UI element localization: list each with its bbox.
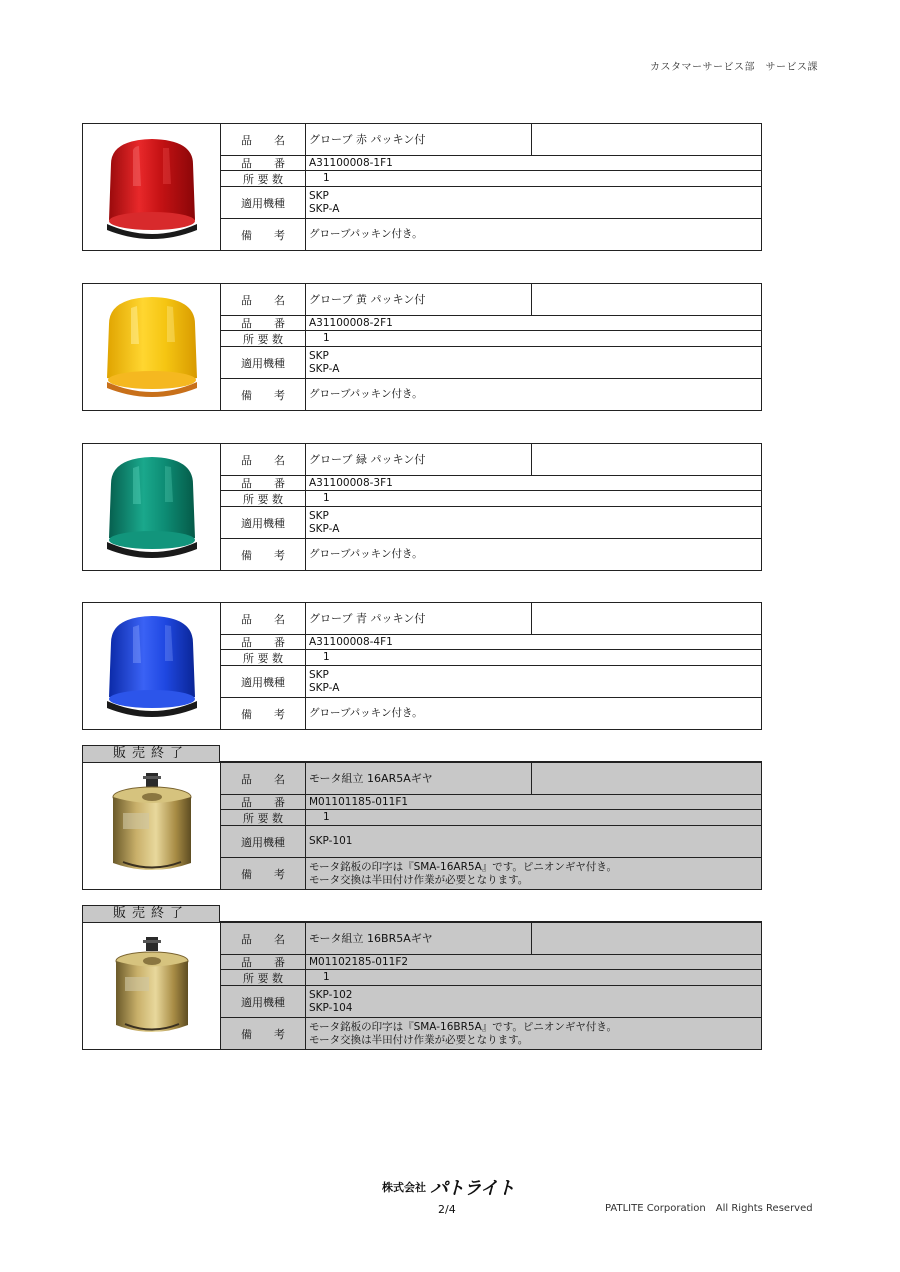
product-image-cell <box>83 124 221 250</box>
product-info <box>221 124 761 250</box>
product-info <box>221 923 761 1049</box>
row-name <box>221 763 761 795</box>
row-models <box>221 187 761 219</box>
product-name: モータ組立 16AR5Aギヤ <box>309 772 433 785</box>
row-models <box>221 986 761 1018</box>
label-models: 適用機種 <box>221 347 306 378</box>
part-number: A31100008-3F1 <box>309 476 393 489</box>
company-logo <box>382 1177 518 1197</box>
row-remarks <box>221 219 761 250</box>
row-qty <box>221 331 761 347</box>
row-part-no <box>221 156 761 171</box>
applicable-models: SKP SKP-A <box>309 189 340 215</box>
motor-image <box>83 763 221 889</box>
row-models <box>221 507 761 539</box>
label-remarks: 備 考 <box>221 1018 306 1049</box>
label-remarks: 備 考 <box>221 219 306 250</box>
label-qty: 所 要 数 <box>221 650 306 665</box>
product-info <box>221 284 761 410</box>
row-models <box>221 826 761 858</box>
label-part-no: 品 番 <box>221 476 306 490</box>
label-models: 適用機種 <box>221 187 306 218</box>
motor-image <box>83 923 221 1049</box>
empty-cell <box>531 763 761 794</box>
applicable-models: SKP SKP-A <box>309 509 340 535</box>
green-globe-image <box>83 444 221 570</box>
empty-cell <box>531 124 761 155</box>
label-models: 適用機種 <box>221 826 306 857</box>
product-name: グローブ 青 パッキン付 <box>309 612 426 625</box>
quantity: 1 <box>323 332 330 344</box>
row-remarks <box>221 539 761 570</box>
label-remarks: 備 考 <box>221 858 306 889</box>
label-name: 品 名 <box>221 444 306 475</box>
remarks: グローブパッキン付き。 <box>309 548 423 560</box>
empty-cell <box>531 284 761 315</box>
label-models: 適用機種 <box>221 507 306 538</box>
label-remarks: 備 考 <box>221 379 306 410</box>
product-image-cell <box>83 923 221 1049</box>
empty-cell <box>531 923 761 954</box>
part-number: A31100008-4F1 <box>309 635 393 648</box>
part-number: A31100008-2F1 <box>309 316 393 329</box>
label-models: 適用機種 <box>221 666 306 697</box>
part-number: M01102185-011F2 <box>309 955 409 968</box>
product-table <box>82 602 762 730</box>
applicable-models: SKP SKP-A <box>309 668 340 694</box>
row-name <box>221 444 761 476</box>
product-name: グローブ 赤 パッキン付 <box>309 133 426 146</box>
product-table <box>82 762 762 890</box>
row-remarks <box>221 379 761 410</box>
label-name: 品 名 <box>221 603 306 634</box>
row-name <box>221 923 761 955</box>
product-info <box>221 444 761 570</box>
label-part-no: 品 番 <box>221 316 306 330</box>
label-name: 品 名 <box>221 923 306 954</box>
discontinued-label: 販売終了 <box>82 905 220 922</box>
row-qty <box>221 970 761 986</box>
row-part-no <box>221 795 761 810</box>
product-info <box>221 603 761 729</box>
product-image-cell <box>83 444 221 570</box>
label-qty: 所 要 数 <box>221 970 306 985</box>
product-name: グローブ 黄 パッキン付 <box>309 293 426 306</box>
row-name <box>221 284 761 316</box>
yellow-globe-image <box>83 284 221 410</box>
label-name: 品 名 <box>221 284 306 315</box>
company-prefix: 株式会社 <box>382 1181 426 1194</box>
row-name <box>221 124 761 156</box>
product-table <box>82 922 762 1050</box>
remarks: モータ銘板の印字は『SMA-16AR5A』です。ピニオンギヤ付き。 モータ交換は半田付け作業が必要となります。 <box>309 860 617 886</box>
label-models: 適用機種 <box>221 986 306 1017</box>
label-qty: 所 要 数 <box>221 491 306 506</box>
part-number: M01101185-011F1 <box>309 795 409 808</box>
row-qty <box>221 650 761 666</box>
part-number: A31100008-1F1 <box>309 156 393 169</box>
row-qty <box>221 171 761 187</box>
page-number: 2/4 <box>438 1203 456 1216</box>
label-name: 品 名 <box>221 124 306 155</box>
department-header: カスタマーサービス部 サービス課 <box>650 62 818 73</box>
row-part-no <box>221 955 761 970</box>
quantity: 1 <box>323 172 330 184</box>
applicable-models: SKP SKP-A <box>309 349 340 375</box>
row-part-no <box>221 476 761 491</box>
label-part-no: 品 番 <box>221 955 306 969</box>
red-globe-image <box>83 124 221 250</box>
product-info <box>221 763 761 889</box>
product-image-cell <box>83 284 221 410</box>
row-remarks <box>221 858 761 889</box>
product-table <box>82 283 762 411</box>
label-part-no: 品 番 <box>221 795 306 809</box>
product-image-cell <box>83 603 221 729</box>
label-remarks: 備 考 <box>221 539 306 570</box>
discontinued-label: 販売終了 <box>82 745 220 762</box>
remarks: モータ銘板の印字は『SMA-16BR5A』です。ピニオンギヤ付き。 モータ交換は半田付け作業が必要となります。 <box>309 1020 618 1046</box>
row-part-no <box>221 316 761 331</box>
quantity: 1 <box>323 811 330 823</box>
row-qty <box>221 810 761 826</box>
label-name: 品 名 <box>221 763 306 794</box>
row-remarks <box>221 698 761 729</box>
label-remarks: 備 考 <box>221 698 306 729</box>
product-name: グローブ 緑 パッキン付 <box>309 453 426 466</box>
label-qty: 所 要 数 <box>221 331 306 346</box>
row-part-no <box>221 635 761 650</box>
product-name: モータ組立 16BR5Aギヤ <box>309 932 433 945</box>
label-qty: 所 要 数 <box>221 810 306 825</box>
label-part-no: 品 番 <box>221 635 306 649</box>
label-part-no: 品 番 <box>221 156 306 170</box>
product-table <box>82 443 762 571</box>
brand-name: パトライト <box>430 1178 515 1199</box>
quantity: 1 <box>323 492 330 504</box>
empty-cell <box>531 603 761 634</box>
row-models <box>221 666 761 698</box>
row-models <box>221 347 761 379</box>
row-name <box>221 603 761 635</box>
label-qty: 所 要 数 <box>221 171 306 186</box>
empty-cell <box>531 444 761 475</box>
applicable-models: SKP-102 SKP-104 <box>309 988 353 1014</box>
row-qty <box>221 491 761 507</box>
remarks: グローブパッキン付き。 <box>309 388 423 400</box>
applicable-models: SKP-101 <box>309 835 353 847</box>
remarks: グローブパッキン付き。 <box>309 228 423 240</box>
copyright: PATLITE Corporation All Rights Reserved <box>605 1203 813 1214</box>
product-table <box>82 123 762 251</box>
remarks: グローブパッキン付き。 <box>309 707 423 719</box>
quantity: 1 <box>323 971 330 983</box>
quantity: 1 <box>323 651 330 663</box>
product-image-cell <box>83 763 221 889</box>
row-remarks <box>221 1018 761 1049</box>
blue-globe-image <box>83 603 221 729</box>
